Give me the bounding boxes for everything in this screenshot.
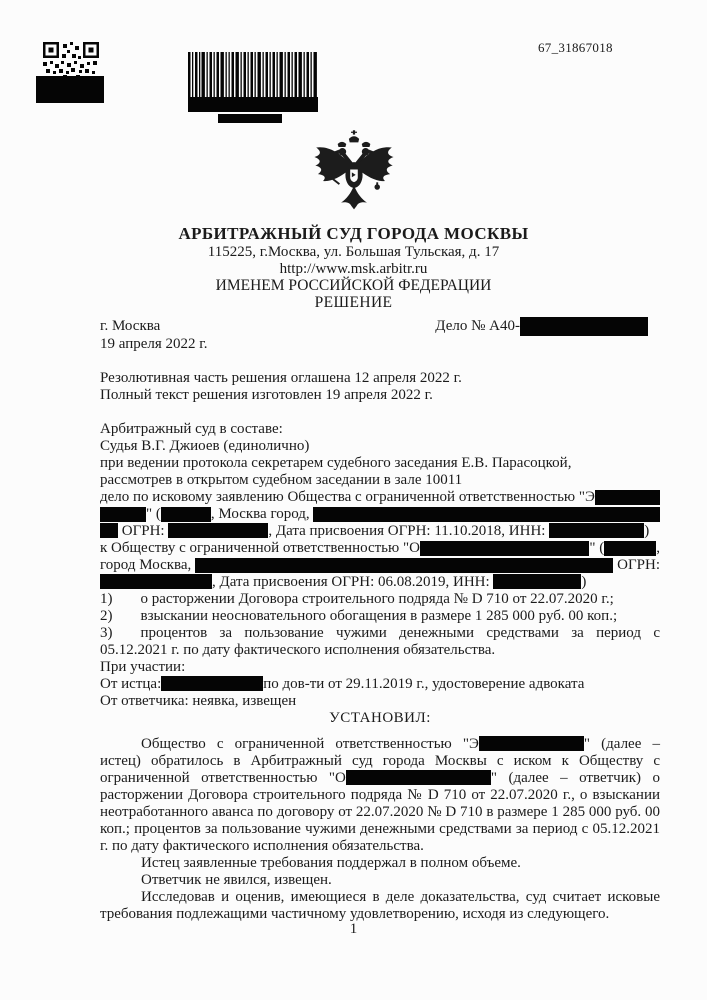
body-paragraph — [100, 872, 660, 889]
claim-item — [100, 625, 660, 659]
defendant-ogrn-line — [100, 574, 660, 591]
text-segment: Дело № А40- — [435, 318, 520, 334]
body-paragraph — [100, 855, 660, 872]
text-segment: " ( — [589, 540, 605, 556]
text-segment: При участии: — [100, 659, 186, 675]
text-segment: ОГРН: — [613, 557, 660, 573]
spacer — [100, 404, 660, 421]
text-segment: город Москва, — [100, 557, 196, 573]
text-segment: рассмотрев в открытом судебном заседании в зале 10011 — [100, 472, 463, 488]
operative-part-line: Резолютивная часть решения оглашена 12 апреля 2022 г. — [100, 370, 462, 386]
court-url: http://www.msk.arbitr.ru — [279, 261, 428, 277]
text-segment: Судья В.Г. Джиоев (единолично) — [100, 438, 310, 454]
text-segment: Ответчик не явился, извещен. — [141, 872, 332, 888]
decision-heading: РЕШЕНИЕ — [314, 294, 393, 311]
redaction-bar — [520, 317, 648, 336]
text-segment: , Москва город, — [210, 506, 314, 522]
redaction-bar — [604, 541, 656, 556]
claim-item — [100, 608, 660, 625]
redaction-bar — [168, 523, 268, 538]
court-address: 115225, г.Москва, ул. Большая Тульская, д. 17 — [207, 244, 500, 260]
text-segment: дело по исковому заявлению Общества с ограниченной ответственностью "Э — [100, 489, 595, 505]
secretary-line — [100, 455, 660, 472]
text-segment: ) — [581, 574, 587, 590]
text-segment: , — [656, 540, 660, 556]
claim-item — [100, 591, 660, 608]
plaintiff-ogrn-line — [100, 523, 660, 540]
plaintiff-line — [100, 489, 660, 506]
body-paragraph — [100, 736, 660, 855]
decision-date: 19 апреля 2022 г. — [100, 336, 208, 352]
redaction-bar — [595, 490, 660, 505]
text-segment: , Дата присвоения ОГРН: 06.08.2019, ИНН: — [212, 574, 494, 590]
spacer — [100, 353, 660, 370]
redaction-bar — [36, 76, 104, 103]
redaction-bar — [313, 507, 660, 522]
text-segment: по дов-ти от 29.11.2019 г., удостоверение адвоката — [263, 676, 585, 692]
text-segment: " (далее – ответчик) о расторжении Договора строительного подряда № D 710 от 22.07.2020 г., о взыскании неотработанного аванса по договору от 22.07.2020 № D 710 в размере 1 285 000 руб. 00 коп.; процентов за пользование чужими денежными средствами за период с 05.12.2021 г. по дату фактического исполнения обязательства. — [100, 770, 661, 854]
text-segment: взыскании неосновательного обогащения в размере 1 285 000 руб. 00 коп.; — [140, 608, 618, 624]
redaction-bar — [420, 541, 589, 556]
redaction-bar — [479, 736, 584, 751]
text-segment: Общество с ограниченной ответственностью "Э — [141, 736, 479, 752]
text-segment: 3) — [100, 625, 113, 641]
text-segment: при ведении протокола секретарем судебного заседания Е.В. Парасоцкой, — [100, 455, 572, 471]
plaintiff-details-line — [100, 506, 660, 523]
case-number — [435, 317, 660, 336]
text-segment: к Обществу с ограниченной ответственностью "О — [100, 540, 420, 556]
redaction-bar — [100, 523, 118, 538]
text-segment: Исследовав и оценив, имеющиеся в деле доказательства, суд считает исковые требования подлежащими частичному удовлетворению, исходя из следующего. — [100, 889, 660, 922]
page-number: 1 — [349, 921, 358, 937]
barcode-icon — [188, 52, 318, 103]
case-row — [100, 317, 660, 336]
plaintiff-representative-line — [100, 676, 660, 693]
letterhead — [0, 224, 707, 311]
redaction-bar — [346, 770, 491, 785]
text-segment: 1) — [100, 591, 113, 607]
redaction-bar — [100, 574, 212, 589]
hearing-room-line — [100, 472, 660, 489]
text-segment: , Дата присвоения ОГРН: 11.10.2018, ИНН: — [268, 523, 550, 539]
court-name: АРБИТРАЖНЫЙ СУД ГОРОДА МОСКВЫ — [178, 224, 529, 243]
ustanovil-heading: УСТАНОВИЛ: — [329, 710, 431, 726]
text-segment: ОГРН: — [118, 523, 169, 539]
text-segment: " (далее – истец) обратилось в Арбитражный суд города Москвы с иском к Обществу с ограниченной ответственностью "О — [100, 736, 661, 786]
city-label: г. Москва — [100, 318, 161, 334]
redaction-bar — [100, 507, 146, 522]
text-segment: Арбитражный суд в составе: — [100, 421, 283, 437]
defendant-line — [100, 540, 660, 557]
redaction-bar — [188, 97, 318, 112]
decision-body — [100, 317, 660, 923]
redaction-bar — [195, 558, 613, 573]
composition-line — [100, 421, 660, 438]
text-segment: процентов за пользование чужими денежными средствами за период с 05.12.2021 г. по дату фактического исполнения обязательства. — [100, 625, 660, 658]
defendant-absence-line — [100, 693, 660, 710]
text-segment: От истца: — [100, 676, 162, 692]
text-segment: " ( — [146, 506, 161, 522]
text-segment: ) — [644, 523, 650, 539]
in-the-name-line: ИМЕНЕМ РОССИЙСКОЙ ФЕДЕРАЦИИ — [215, 277, 492, 294]
full-text-line: Полный текст решения изготовлен 19 апреля 2022 г. — [100, 387, 433, 403]
document-id-number: 67_31867018 — [538, 40, 613, 55]
redaction-bar — [493, 574, 581, 589]
text-segment: 2) — [100, 608, 113, 624]
defendant-address-line — [100, 557, 660, 574]
text-segment: о расторжении Договора строительного подряда № D 710 от 22.07.2020 г.; — [140, 591, 614, 607]
participation-heading — [100, 659, 660, 676]
body-paragraph — [100, 889, 660, 923]
coat-of-arms-icon — [311, 130, 397, 225]
redaction-bar — [161, 676, 263, 691]
judge-line — [100, 438, 660, 455]
redaction-bar — [161, 507, 211, 522]
redaction-bar — [549, 523, 644, 538]
redaction-bar — [218, 114, 282, 123]
text-segment: От ответчика: неявка, извещен — [100, 693, 297, 709]
text-segment: Истец заявленные требования поддержал в полном объеме. — [141, 855, 521, 871]
